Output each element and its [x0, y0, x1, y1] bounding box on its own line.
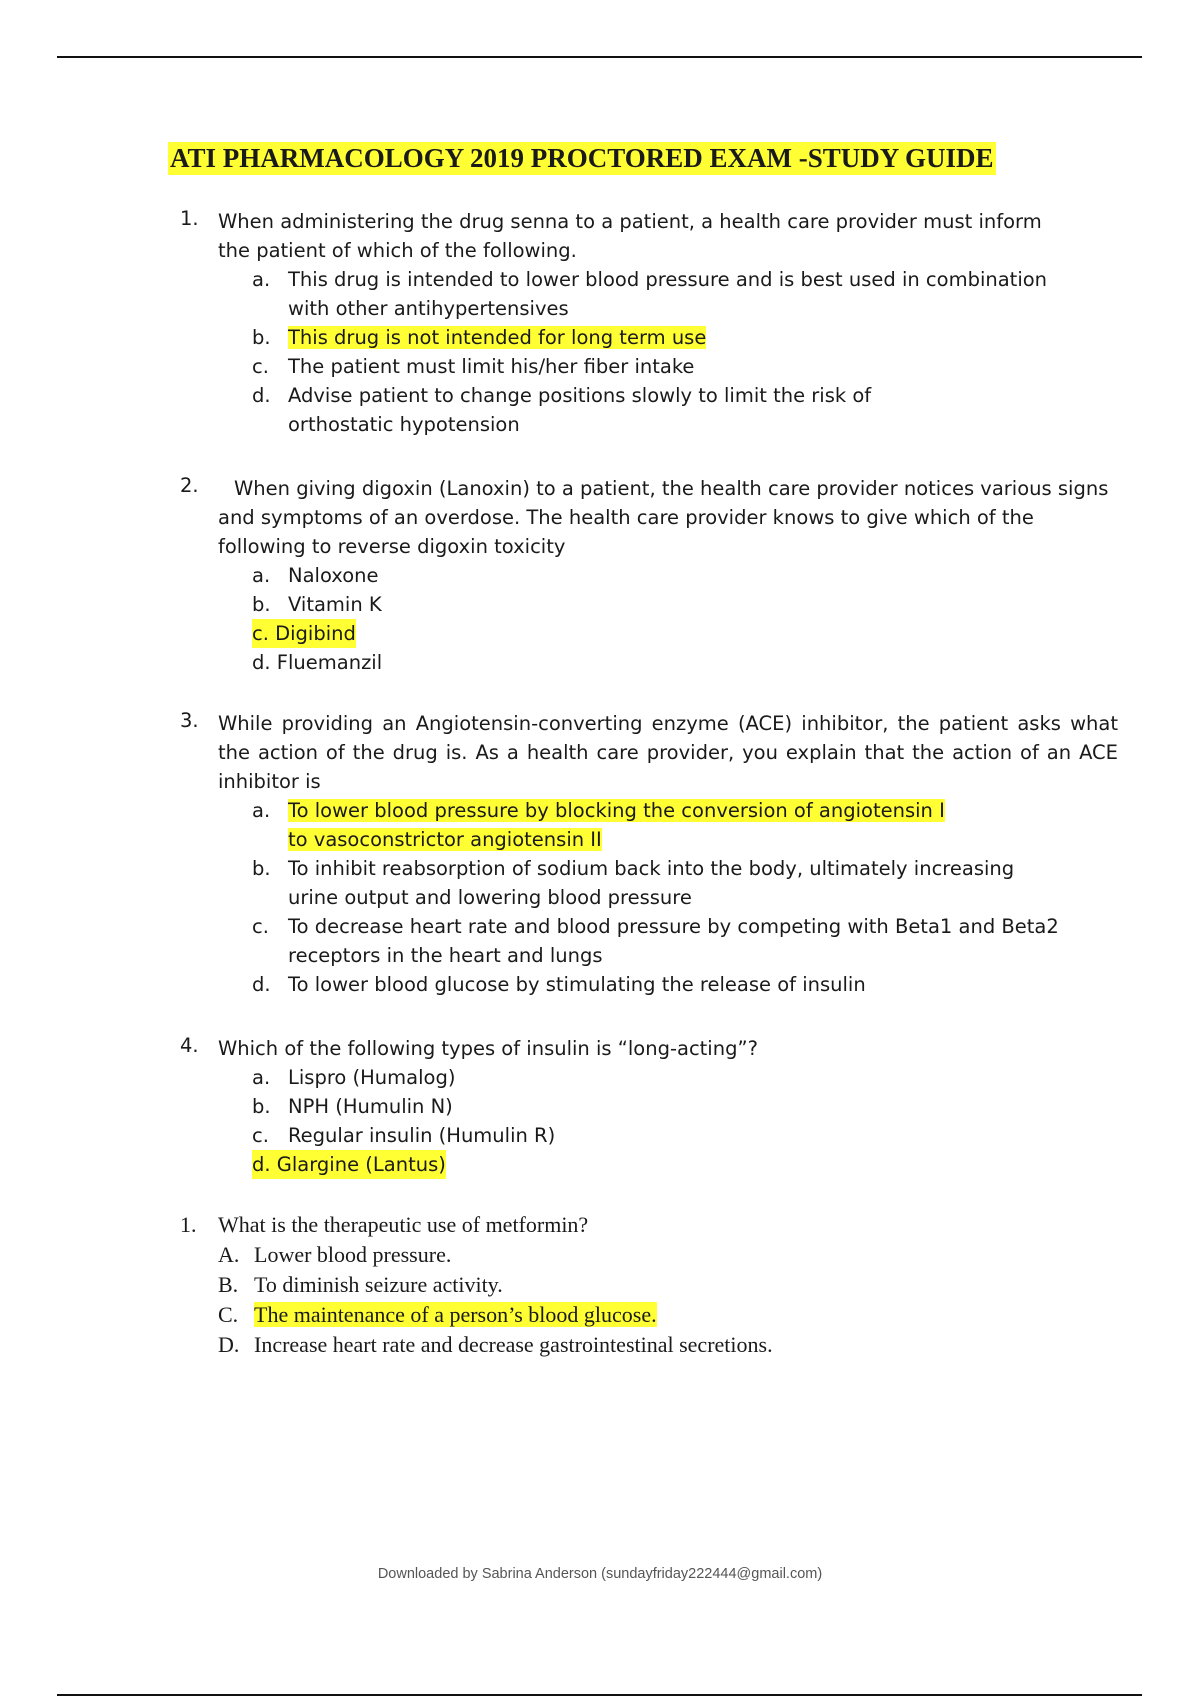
question-stem: While providing an Angiotensin-converting enzyme (ACE) inhibitor, the patient asks what the action of the drug is. As a health care provider, you explain that the action of an ACE inhibitor is [218, 712, 1118, 793]
question-stem: When giving digoxin (Lanoxin) to a patient, the health care provider notices various signs and symptoms of an overdose. The health care provider knows to give which of the following to reverse digoxin toxicity [218, 477, 1109, 558]
question-number: 1. [180, 207, 199, 230]
page-title: ATI PHARMACOLOGY 2019 PROCTORED EXAM -STUDY GUIDE [170, 143, 994, 173]
option-a: A. Lower blood pressure. [218, 1242, 452, 1267]
option-b: B. To diminish seizure activity. [218, 1272, 503, 1297]
question-number: 2. [180, 474, 199, 497]
question-number: 4. [180, 1034, 199, 1057]
option-d: D. Increase heart rate and decrease gastrointestinal secretions. [218, 1332, 773, 1357]
question-stem: When administering the drug senna to a patient, a health care provider must inform the patient of which of the following. [218, 210, 1042, 262]
question-stem: Which of the following types of insulin is “long-acting”? [218, 1037, 758, 1060]
question-stem: What is the therapeutic use of metformin? [218, 1212, 589, 1237]
bottom-rule [57, 1694, 1142, 1696]
question-number: 1. [180, 1212, 197, 1237]
option-c-correct: C. The maintenance of a person’s blood glucose. [218, 1302, 657, 1327]
download-footer: Downloaded by Sabrina Anderson (sundayfriday222444@gmail.com) [377, 1566, 823, 1582]
question-number: 3. [180, 709, 199, 732]
top-rule [57, 56, 1142, 58]
